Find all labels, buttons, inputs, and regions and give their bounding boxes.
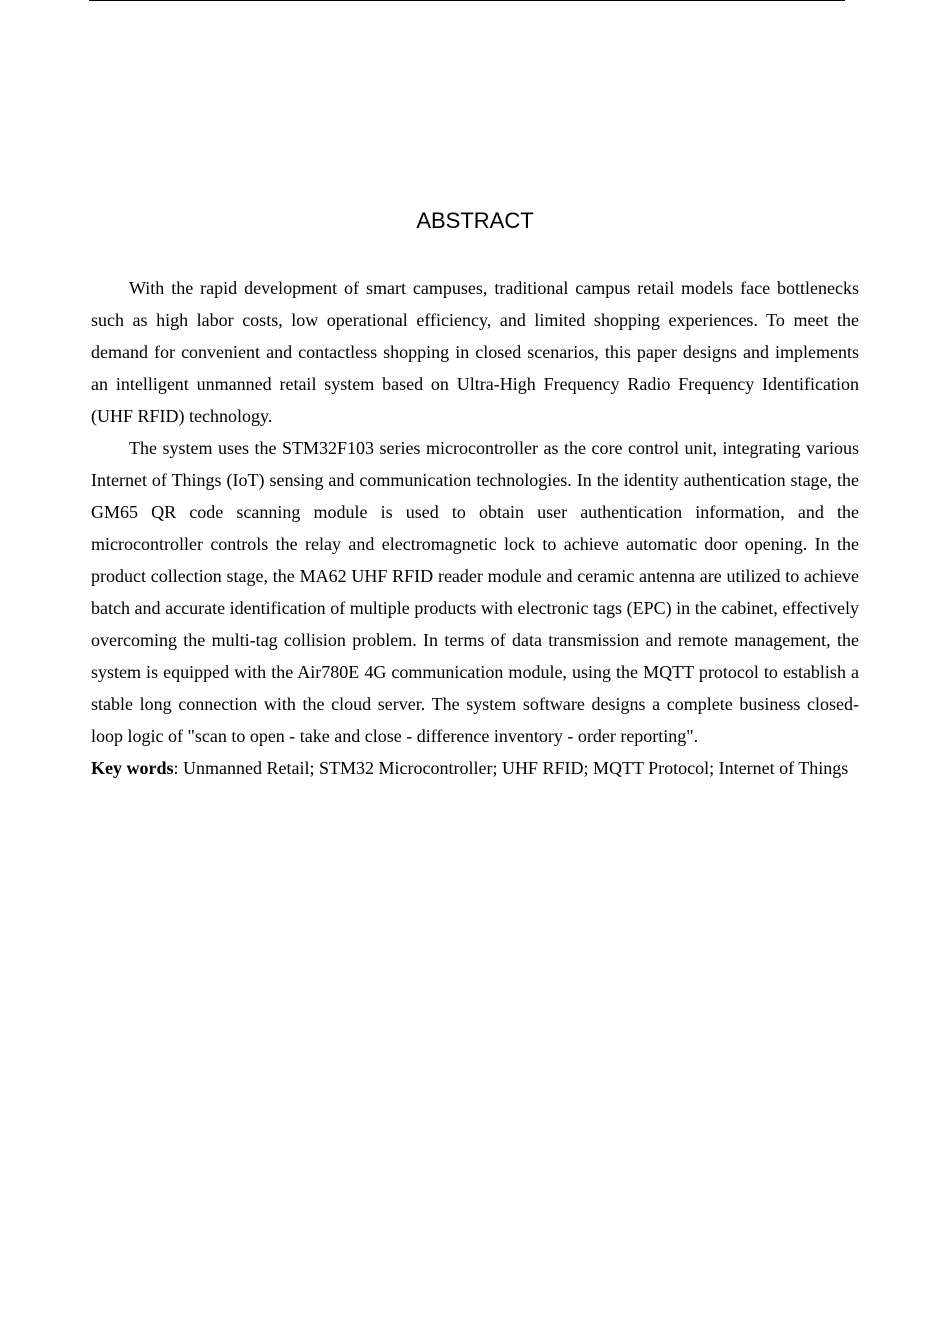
abstract-paragraph-2: The system uses the STM32F103 series microcontroller as the core control unit, integrating various Internet of Things (IoT) sensing and communication technologies. In the identity authentication stage, the GM65 QR code scanning module is used to obtain user authentication information, and the microcontroller controls the relay and electromagnetic lock to achieve automatic door opening. In the product collection stage, the MA62 UHF RFID reader module and ceramic antenna are utilized to achieve batch and accurate identification of multiple products with electronic tags (EPC) in the cabinet, effectively overcoming the multi-tag collision problem. In terms of data transmission and remote management, the system is equipped with the Air780E 4G communication module, using the MQTT protocol to establish a stable long connection with the cloud server. The system software designs a complete business closed-loop logic of "scan to open - take and close - difference inventory - order reporting". xyxy=(91,438,859,746)
header-rule xyxy=(89,0,845,1)
abstract-paragraph-1: With the rapid development of smart campuses, traditional campus retail models face bottlenecks such as high labor costs, low operational efficiency, and limited shopping experiences. To meet the demand for convenient and contactless shopping in closed scenarios, this paper designs and implements an intelligent unmanned retail system based on Ultra-High Frequency Radio Frequency Identification (UHF RFID) technology. xyxy=(91,278,859,426)
page-title: ABSTRACT xyxy=(416,208,534,233)
keywords-text: : Unmanned Retail; STM32 Microcontroller; UHF RFID; MQTT Protocol; Internet of Things xyxy=(173,758,849,778)
abstract-body xyxy=(91,272,859,784)
keywords-label: Key words xyxy=(91,758,174,778)
keywords-line xyxy=(91,752,859,784)
